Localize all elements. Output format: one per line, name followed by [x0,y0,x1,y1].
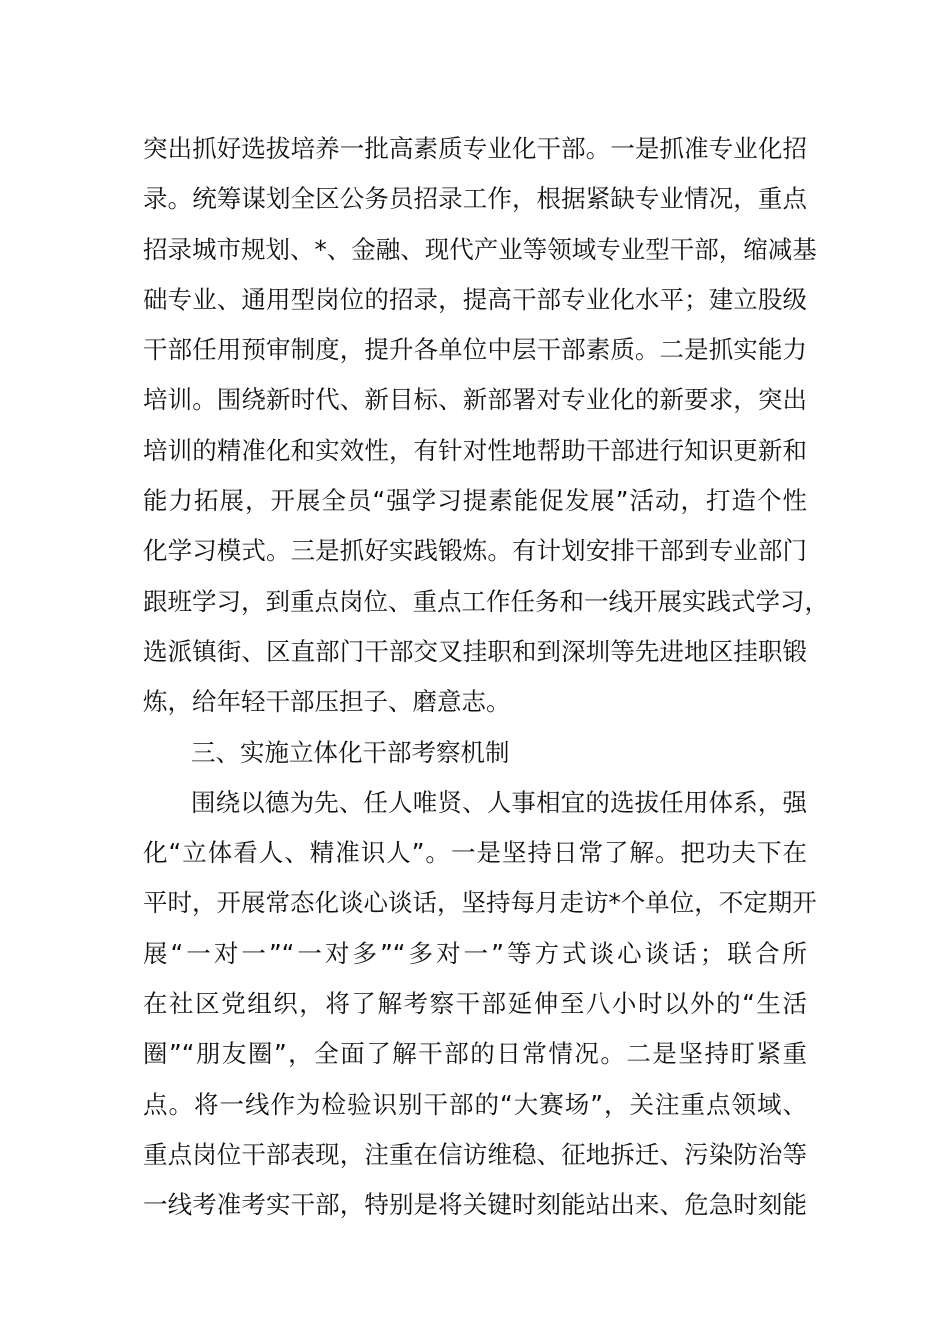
text-line: 招录城市规划、*、金融、现代产业等领域专业型干部，缩减基 [143,234,817,264]
text-line: 跟班学习，到重点岗位、重点工作任务和一线开展实践式学习， [143,586,829,616]
text-line: 展“一对一”“一对多”“多对一”等方式谈心谈话；联合所 [143,938,807,968]
document-body [143,124,829,1231]
paragraph-first-line: 围绕以德为先、任人唯贤、人事相宜的选拔任用体系，强 [191,787,807,817]
text-line: 重点岗位干部表现，注重在信访维稳、征地拆迁、污染防治等 [143,1139,807,1169]
text-line: 一线考准考实干部，特别是将关键时刻能站出来、危急时刻能 [143,1190,807,1220]
text-line: 圈”“朋友圈”，全面了解干部的日常情况。二是坚持盯紧重 [143,1039,807,1069]
text-line: 录。统筹谋划全区公务员招录工作，根据紧缺专业情况，重点 [143,184,807,214]
paragraph-last-line: 炼，给年轻干部压担子、磨意志。 [143,687,511,717]
text-line: 点。将一线作为检验识别干部的“大赛场”，关注重点领域、 [143,1089,807,1119]
text-line: 干部任用预审制度，提升各单位中层干部素质。二是抓实能力 [143,335,807,365]
text-line: 化学习模式。三是抓好实践锻炼。有计划安排干部到专业部门 [143,536,807,566]
text-line: 能力拓展，开展全员“强学习提素能促发展”活动，打造个性 [143,486,807,516]
text-line: 在社区党组织，将了解考察干部延伸至八小时以外的“生活 [143,989,807,1019]
text-line: 平时，开展常态化谈心谈话，坚持每月走访*个单位，不定期开 [143,888,817,918]
section-heading: 三、实施立体化干部考察机制 [191,737,510,767]
text-line: 选派镇街、区直部门干部交叉挂职和到深圳等先进地区挂职锻 [143,636,807,666]
text-line: 突出抓好选拔培养一批高素质专业化干部。一是抓准专业化招 [143,134,807,163]
text-line: 化“立体看人、精准识人”。一是坚持日常了解。把功夫下在 [143,838,807,868]
text-line: 础专业、通用型岗位的招录，提高干部专业化水平；建立股级 [143,284,807,314]
text-line: 培训。围绕新时代、新目标、新部署对专业化的新要求，突出 [143,385,807,415]
text-line: 培训的精准化和实效性，有针对性地帮助干部进行知识更新和 [143,435,807,465]
